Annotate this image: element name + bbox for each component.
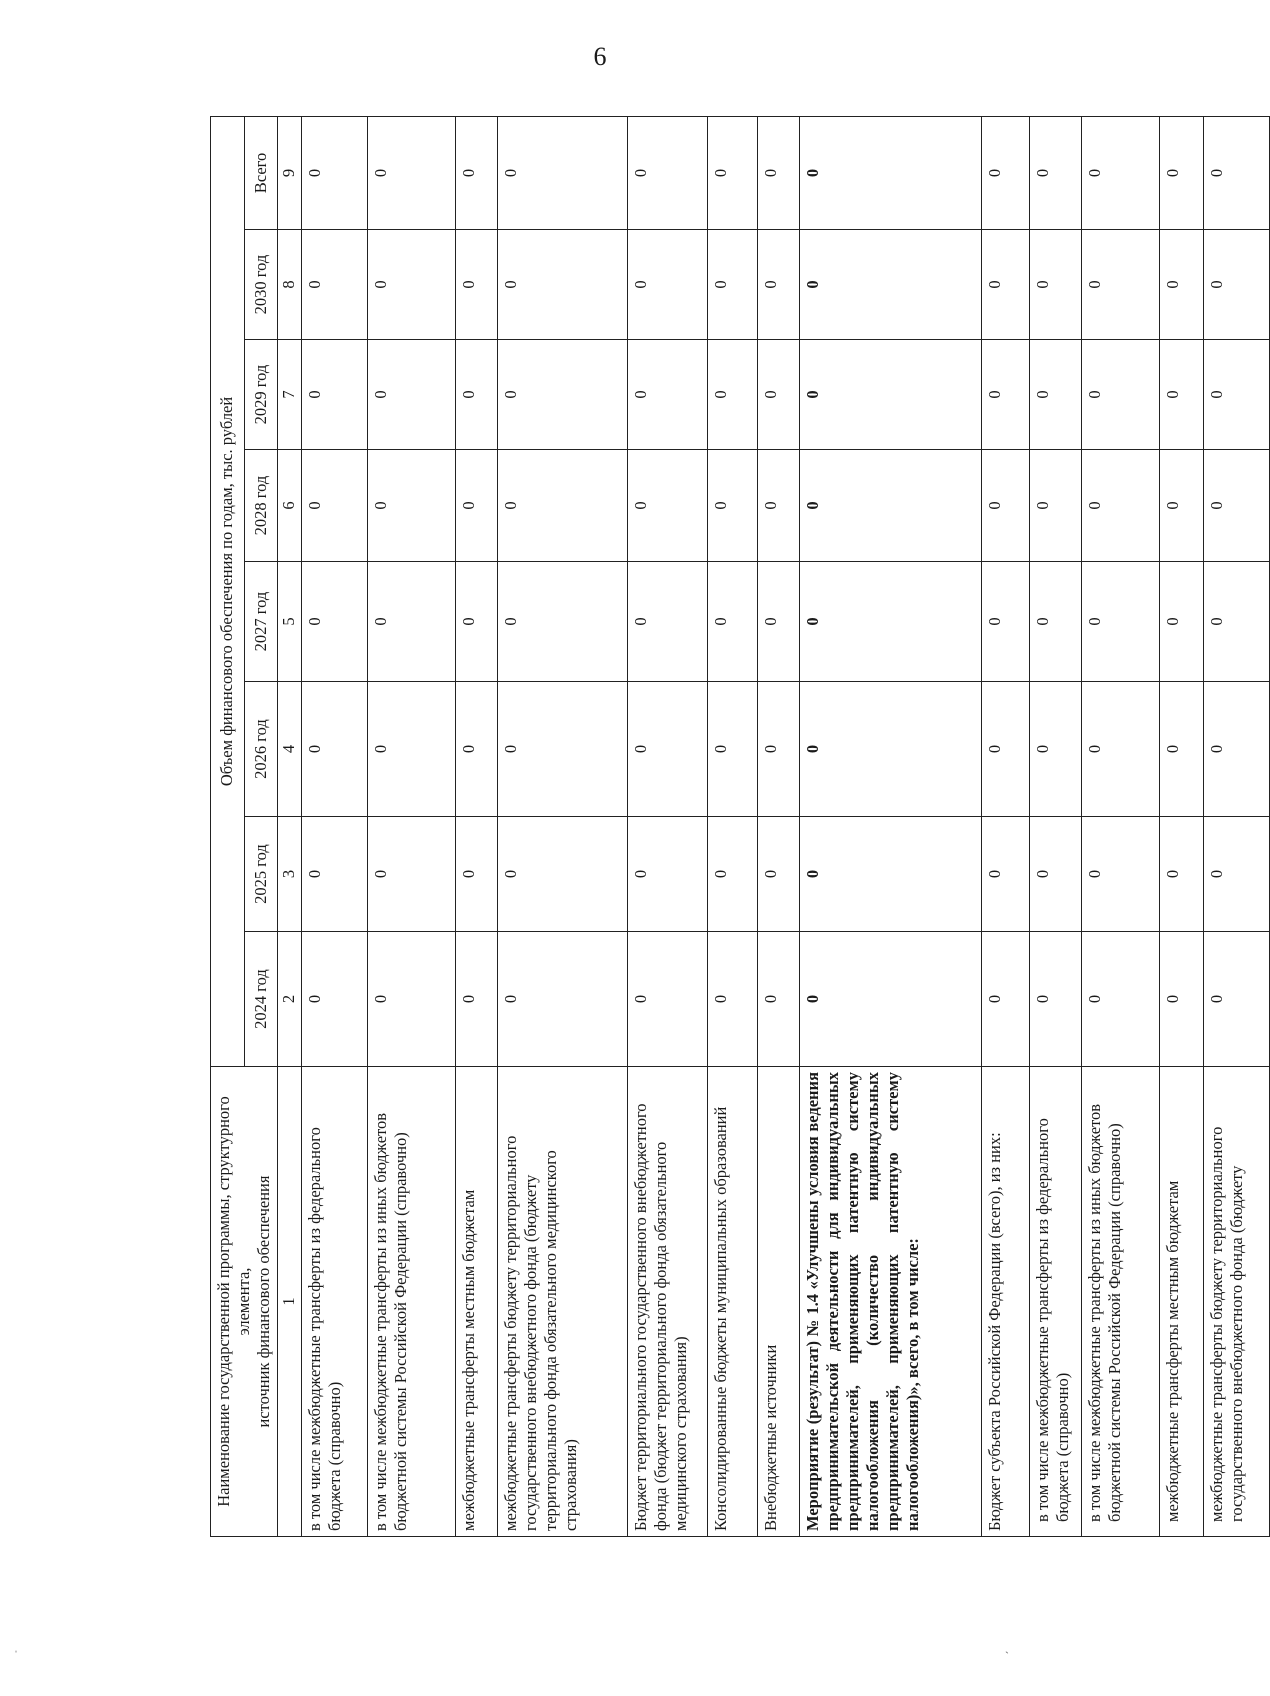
row-value: 0 (1203, 932, 1269, 1067)
row-value: 0 (455, 817, 497, 932)
row-value: 0 (455, 682, 497, 817)
row-value: 0 (981, 116, 1029, 229)
row-value: 0 (1159, 682, 1203, 817)
table-row (981, 116, 1029, 1536)
row-value: 0 (497, 340, 627, 450)
row-value: 0 (367, 932, 455, 1067)
table-row (799, 116, 981, 1536)
row-value: 0 (627, 932, 707, 1067)
row-value: 0 (707, 340, 757, 450)
row-value: 0 (757, 450, 799, 562)
row-value: 0 (367, 817, 455, 932)
row-value: 0 (981, 817, 1029, 932)
row-name: в том числе межбюджетные трансферты из федерального бюджета (справочно) (1029, 1067, 1081, 1537)
row-value: 0 (367, 682, 455, 817)
row-value: 0 (757, 340, 799, 450)
row-value: 0 (1203, 450, 1269, 562)
header-year: 2026 год (244, 682, 278, 817)
table-row (1029, 116, 1081, 1536)
row-value: 0 (1029, 340, 1081, 450)
table-row (1203, 116, 1269, 1536)
row-value: 0 (1029, 450, 1081, 562)
header-name-cell (211, 1067, 278, 1537)
rotated-table-container (210, 117, 1246, 1537)
row-value: 0 (301, 932, 367, 1067)
row-value: 0 (1029, 562, 1081, 682)
row-value: 0 (799, 932, 981, 1067)
row-value: 0 (1081, 932, 1159, 1067)
column-index: 5 (278, 562, 301, 682)
row-value: 0 (455, 116, 497, 229)
row-name: межбюджетные трансферты местным бюджетам (1159, 1067, 1203, 1537)
row-name: в том числе межбюджетные трансферты из федерального бюджета (справочно) (301, 1067, 367, 1537)
row-value: 0 (367, 562, 455, 682)
row-value: 0 (301, 562, 367, 682)
row-value: 0 (1081, 450, 1159, 562)
row-value: 0 (301, 116, 367, 229)
row-value: 0 (497, 932, 627, 1067)
row-value: 0 (1203, 682, 1269, 817)
row-name: Консолидированные бюджеты муниципальных образований (707, 1067, 757, 1537)
row-value: 0 (497, 682, 627, 817)
row-name: в том числе межбюджетные трансферты из иных бюджетов бюджетной системы Российской Федерации (справочно) (1081, 1067, 1159, 1537)
header-year: 2024 год (244, 932, 278, 1067)
row-value: 0 (497, 116, 627, 229)
row-value: 0 (497, 450, 627, 562)
header-year: 2025 год (244, 817, 278, 932)
row-value: 0 (1081, 340, 1159, 450)
header-year: 2027 год (244, 562, 278, 682)
row-name: межбюджетные трансферты бюджету территориального государственного внебюджетного фонда (бюджету территориального фонда обязательного медицинского страхования) (497, 1067, 627, 1537)
row-value: 0 (1159, 340, 1203, 450)
row-value: 0 (707, 230, 757, 340)
row-value: 0 (455, 562, 497, 682)
row-value: 0 (1203, 817, 1269, 932)
row-value: 0 (1203, 562, 1269, 682)
row-value: 0 (367, 230, 455, 340)
row-value: 0 (1081, 116, 1159, 229)
header-name-line2: источник финансового обеспечения (254, 1175, 274, 1428)
row-name: межбюджетные трансферты местным бюджетам (455, 1067, 497, 1537)
row-name: Мероприятие (результат) № 1.4 «Улучшены условия ведения предпринимательской деятельности для индивидуальных предпринимателей, применяющих патентную систему налогообложения (количество индивидуальных предпринимателей, применяющих патентную систему налогообложения)», всего, в том числе: (799, 1067, 981, 1537)
header-total: Всего (244, 116, 278, 229)
row-value: 0 (799, 230, 981, 340)
row-value: 0 (497, 562, 627, 682)
row-name: Внебюджетные источники (757, 1067, 799, 1537)
column-index: 8 (278, 230, 301, 340)
row-value: 0 (981, 230, 1029, 340)
row-value: 0 (981, 932, 1029, 1067)
row-value: 0 (757, 116, 799, 229)
row-value: 0 (707, 450, 757, 562)
table-row (757, 116, 799, 1536)
row-value: 0 (757, 932, 799, 1067)
row-value: 0 (707, 116, 757, 229)
row-value: 0 (1159, 230, 1203, 340)
row-value: 0 (627, 116, 707, 229)
column-index: 3 (278, 817, 301, 932)
column-index: 2 (278, 932, 301, 1067)
row-value: 0 (627, 230, 707, 340)
table-row (1081, 116, 1159, 1536)
row-value: 0 (1081, 817, 1159, 932)
row-value: 0 (301, 682, 367, 817)
column-index: 1 (278, 1067, 301, 1537)
row-value: 0 (799, 562, 981, 682)
row-value: 0 (301, 340, 367, 450)
row-value: 0 (757, 562, 799, 682)
row-value: 0 (1029, 817, 1081, 932)
row-value: 0 (757, 817, 799, 932)
column-index: 9 (278, 116, 301, 229)
row-value: 0 (301, 817, 367, 932)
row-value: 0 (1159, 450, 1203, 562)
row-value: 0 (707, 932, 757, 1067)
row-value: 0 (627, 340, 707, 450)
row-value: 0 (1159, 562, 1203, 682)
column-index: 7 (278, 340, 301, 450)
row-value: 0 (367, 116, 455, 229)
table-row (707, 116, 757, 1536)
row-value: 0 (981, 682, 1029, 817)
row-name: межбюджетные трансферты бюджету территориального государственного внебюджетного фонда (бюджету (1203, 1067, 1269, 1537)
column-index: 4 (278, 682, 301, 817)
row-value: 0 (455, 230, 497, 340)
row-value: 0 (1029, 932, 1081, 1067)
financing-table (210, 116, 1270, 1537)
header-volume: Объем финансового обеспечения по годам, тыс. рублей (211, 116, 245, 1066)
row-value: 0 (1029, 682, 1081, 817)
row-value: 0 (1159, 116, 1203, 229)
row-value: 0 (627, 450, 707, 562)
row-value: 0 (1081, 230, 1159, 340)
row-value: 0 (707, 682, 757, 817)
row-value: 0 (757, 682, 799, 817)
row-value: 0 (301, 450, 367, 562)
row-value: 0 (1159, 817, 1203, 932)
row-value: 0 (799, 682, 981, 817)
row-value: 0 (455, 932, 497, 1067)
table-row (367, 116, 455, 1536)
row-value: 0 (627, 682, 707, 817)
row-value: 0 (301, 230, 367, 340)
row-value: 0 (367, 340, 455, 450)
row-value: 0 (707, 562, 757, 682)
row-value: 0 (757, 230, 799, 340)
row-value: 0 (1081, 562, 1159, 682)
table-row (1159, 116, 1203, 1536)
row-value: 0 (367, 450, 455, 562)
row-value: 0 (1203, 340, 1269, 450)
header-year: 2029 год (244, 340, 278, 450)
table-row (497, 116, 627, 1536)
row-value: 0 (799, 817, 981, 932)
row-value: 0 (627, 562, 707, 682)
row-value: 0 (1081, 682, 1159, 817)
row-value: 0 (981, 450, 1029, 562)
row-value: 0 (707, 817, 757, 932)
table-row (301, 116, 367, 1536)
row-value: 0 (1029, 230, 1081, 340)
row-value: 0 (1203, 230, 1269, 340)
header-name-line1: Наименование государственной программы, структурного элемента, (214, 1096, 254, 1507)
row-value: 0 (799, 340, 981, 450)
row-name: Бюджет территориального государственного внебюджетного фонда (бюджет территориального фонда обязательного медицинского страхования) (627, 1067, 707, 1537)
row-value: 0 (1159, 932, 1203, 1067)
row-value: 0 (981, 340, 1029, 450)
column-index: 6 (278, 450, 301, 562)
row-value: 0 (1029, 116, 1081, 229)
header-year: 2030 год (244, 230, 278, 340)
row-value: 0 (497, 817, 627, 932)
header-year: 2028 год (244, 450, 278, 562)
row-value: 0 (455, 450, 497, 562)
row-value: 0 (1203, 116, 1269, 229)
row-value: 0 (981, 562, 1029, 682)
row-value: 0 (799, 450, 981, 562)
row-value: 0 (497, 230, 627, 340)
row-name: в том числе межбюджетные трансферты из иных бюджетов бюджетной системы Российской Федерации (справочно) (367, 1067, 455, 1537)
row-value: 0 (799, 116, 981, 229)
page-number: 6 (593, 42, 607, 71)
table-row (627, 116, 707, 1536)
row-name: Бюджет субъекта Российской Федерации (всего), из них: (981, 1067, 1029, 1537)
row-value: 0 (627, 817, 707, 932)
row-value: 0 (455, 340, 497, 450)
table-row (455, 116, 497, 1536)
